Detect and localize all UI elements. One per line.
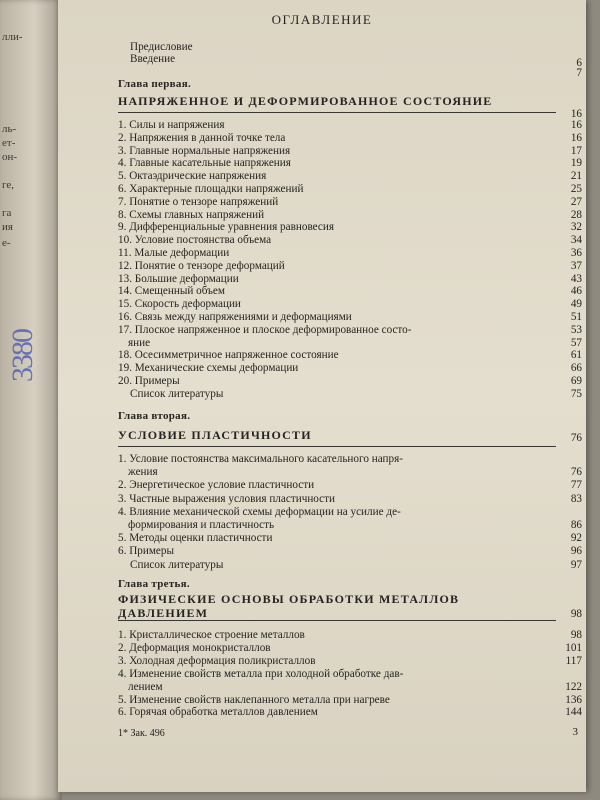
toc-entry-title: 4. Изменение свойств металла при холодной обработке дав- bbox=[118, 667, 404, 680]
toc-entry-page: 6 bbox=[576, 57, 582, 69]
toc-entry-title: 2. Энергетическое условие пластичности bbox=[118, 479, 315, 492]
chapter-rule bbox=[118, 112, 556, 113]
left-fragment: ия bbox=[2, 221, 13, 233]
page-title: ОГЛАВЛЕНИЕ bbox=[271, 12, 373, 27]
toc-entry[interactable] bbox=[118, 693, 586, 707]
chapter-label: Глава вторая. bbox=[118, 410, 191, 422]
toc-entry[interactable] bbox=[118, 680, 586, 694]
chapter-rule bbox=[118, 446, 556, 447]
left-fragment: он- bbox=[2, 151, 18, 163]
toc-entry-page: 17 bbox=[570, 144, 582, 157]
toc-entry-page: 34 bbox=[570, 234, 582, 247]
print-order-note: 1* Зак. 496 bbox=[118, 728, 165, 739]
toc-entry-page: 136 bbox=[565, 693, 582, 706]
left-fragment: ет- bbox=[2, 137, 16, 149]
toc-entry-title: 19. Механические схемы деформации bbox=[118, 362, 299, 375]
toc-entry[interactable] bbox=[118, 452, 586, 466]
toc-entry-title: 2. Деформация монокристаллов bbox=[118, 641, 271, 654]
toc-entry-page: 75 bbox=[570, 387, 582, 400]
toc-entry-page: 57 bbox=[570, 336, 582, 349]
toc-entry[interactable] bbox=[118, 52, 586, 69]
toc-entry-title: яние bbox=[128, 336, 151, 349]
toc-entry-title: Введение bbox=[130, 53, 176, 65]
toc-entry-page: 122 bbox=[565, 680, 582, 693]
toc-entry[interactable] bbox=[118, 705, 586, 719]
toc-entry-title: 6. Примеры bbox=[118, 545, 175, 558]
toc-entry-page: 46 bbox=[570, 285, 582, 298]
toc-page bbox=[58, 0, 586, 792]
toc-entry[interactable] bbox=[118, 558, 586, 572]
adjacent-page-strip bbox=[0, 0, 62, 800]
toc-entry-page: 76 bbox=[570, 466, 582, 479]
toc-entry-title: 17. Плоское напряженное и плоское деформированное состо- bbox=[118, 323, 412, 336]
toc-entry-page: 28 bbox=[570, 208, 582, 221]
toc-entry-page: 96 bbox=[570, 545, 582, 558]
toc-entry-title: 1. Условие постоянства максимального касательного напря- bbox=[118, 453, 403, 465]
toc-entry-page: 83 bbox=[570, 492, 582, 505]
toc-entry-page: 101 bbox=[565, 641, 582, 654]
toc-entry-page: 27 bbox=[570, 195, 582, 208]
toc-entry-page: 53 bbox=[570, 323, 582, 336]
toc-entry-page: 117 bbox=[565, 654, 582, 667]
toc-entry-page: 144 bbox=[565, 706, 582, 719]
toc-entry[interactable] bbox=[118, 478, 586, 492]
chapter-page: 98 bbox=[570, 608, 582, 620]
toc-entry-page: 16 bbox=[570, 119, 582, 131]
chapter-title[interactable]: ФИЗИЧЕСКИЕ ОСНОВЫ ОБРАБОТКИ МЕТАЛЛОВ bbox=[118, 592, 460, 606]
toc-entry-page: 16 bbox=[570, 131, 582, 144]
toc-entry-page: 61 bbox=[570, 349, 582, 362]
handwritten-mark: 3380 bbox=[6, 330, 39, 382]
toc-entry-title: 16. Связь между напряжениями и деформациями bbox=[118, 311, 352, 323]
toc-entry-page: 36 bbox=[570, 247, 582, 259]
toc-entry-title: 6. Характерные площадки напряжений bbox=[118, 183, 304, 195]
toc-entry-page: 98 bbox=[570, 629, 582, 641]
left-fragment: ге, bbox=[2, 179, 14, 191]
toc-entry-page: 86 bbox=[570, 519, 582, 531]
toc-entry-title: жения bbox=[128, 466, 158, 479]
toc-entry-page: 25 bbox=[570, 183, 582, 195]
toc-entry-title: 3. Частные выражения условия пластичности bbox=[118, 492, 336, 505]
toc-entry-title: Список литературы bbox=[130, 558, 224, 571]
toc-entry-title: Список литературы bbox=[130, 387, 224, 400]
toc-entry-page: 97 bbox=[570, 558, 582, 571]
chapter-title[interactable]: УСЛОВИЕ ПЛАСТИЧНОСТИ bbox=[118, 428, 312, 442]
toc-entry-title: 1. Силы и напряжения bbox=[118, 119, 225, 131]
toc-entry-title: 12. Понятие о тензоре деформаций bbox=[118, 259, 285, 272]
left-fragment: га bbox=[2, 207, 12, 219]
toc-entry-title: 3. Холодная деформация поликристаллов bbox=[118, 654, 316, 667]
toc-entry-title: 13. Большие деформации bbox=[118, 272, 239, 285]
toc-entry-title: 4. Главные касательные напряжения bbox=[118, 157, 291, 170]
toc-entry-title: 7. Понятие о тензоре напряжений bbox=[118, 195, 279, 208]
chapter-title-cont: ДАВЛЕНИЕМ bbox=[118, 606, 209, 620]
toc-entry-page: 43 bbox=[570, 272, 582, 285]
toc-entry-page: 69 bbox=[570, 375, 582, 387]
left-fragment: ль- bbox=[2, 123, 17, 135]
toc-entry-title: лением bbox=[128, 680, 163, 693]
toc-entry-title: 6. Горячая обработка металлов давлением bbox=[118, 706, 318, 719]
left-fragment: лли- bbox=[2, 31, 23, 43]
toc-entry-title: 9. Дифференциальные уравнения равновесия bbox=[118, 221, 335, 234]
toc-entry-page: 37 bbox=[570, 259, 582, 272]
toc-entry-title: 15. Скорость деформации bbox=[118, 298, 241, 311]
toc-entry-page: 51 bbox=[570, 311, 582, 323]
toc-entry[interactable] bbox=[118, 531, 586, 545]
toc-entry-title: 5. Октаэдрические напряжения bbox=[118, 170, 267, 183]
toc-entry[interactable] bbox=[118, 544, 586, 558]
chapter-label: Глава первая. bbox=[118, 78, 191, 90]
toc-entry[interactable] bbox=[118, 387, 586, 401]
toc-entry-title: 1. Кристаллическое строение металлов bbox=[118, 629, 305, 641]
toc-entry-title: 10. Условие постоянства объема bbox=[118, 234, 272, 247]
toc-entry[interactable] bbox=[118, 667, 586, 681]
toc-entry-title: 8. Схемы главных напряжений bbox=[118, 208, 265, 221]
toc-entry-title: Предисловие bbox=[130, 41, 193, 53]
toc-entry[interactable] bbox=[118, 641, 586, 655]
toc-entry[interactable] bbox=[118, 518, 586, 532]
chapter-rule bbox=[118, 620, 556, 621]
toc-entry-title: формирования и пластичность bbox=[128, 519, 275, 531]
toc-entry-page: 7 bbox=[576, 67, 582, 79]
toc-entry-page: 19 bbox=[570, 157, 582, 170]
toc-entry-title: 18. Осесимметричное напряженное состояние bbox=[118, 349, 339, 362]
chapter-page: 16 bbox=[570, 108, 582, 120]
toc-entry[interactable] bbox=[118, 654, 586, 668]
toc-entry-page: 49 bbox=[570, 298, 582, 311]
toc-entry-page: 32 bbox=[570, 221, 582, 234]
toc-entry-title: 4. Влияние механической схемы деформации на усилие де- bbox=[118, 505, 401, 518]
chapter-label: Глава третья. bbox=[118, 578, 190, 590]
toc-entry[interactable] bbox=[118, 465, 586, 479]
chapter-page: 76 bbox=[570, 432, 582, 444]
toc-entry-title: 2. Напряжения в данной точке тела bbox=[118, 131, 286, 144]
toc-entry-title: 5. Изменение свойств наклепанного металла при нагреве bbox=[118, 693, 390, 706]
toc-entry-page: 77 bbox=[570, 479, 582, 492]
toc-entry-page: 21 bbox=[570, 170, 582, 183]
toc-entry[interactable] bbox=[118, 492, 586, 506]
toc-entry[interactable] bbox=[118, 505, 586, 519]
toc-entry-page: 66 bbox=[570, 362, 582, 375]
toc-entry-page: 92 bbox=[570, 532, 582, 545]
chapter-title[interactable]: НАПРЯЖЕННОЕ И ДЕФОРМИРОВАННОЕ СОСТОЯНИЕ bbox=[118, 94, 493, 108]
toc-entry-title: 3. Главные нормальные напряжения bbox=[118, 144, 291, 157]
page-number: 3 bbox=[572, 726, 578, 738]
toc-entry-title: 11. Малые деформации bbox=[118, 247, 230, 259]
toc-entry-title: 20. Примеры bbox=[118, 375, 180, 387]
left-fragment: е- bbox=[2, 237, 11, 249]
toc-entry-title: 14. Смещенный объем bbox=[118, 285, 225, 298]
toc-entry-title: 5. Методы оценки пластичности bbox=[118, 532, 273, 545]
toc-entry[interactable] bbox=[118, 628, 586, 642]
